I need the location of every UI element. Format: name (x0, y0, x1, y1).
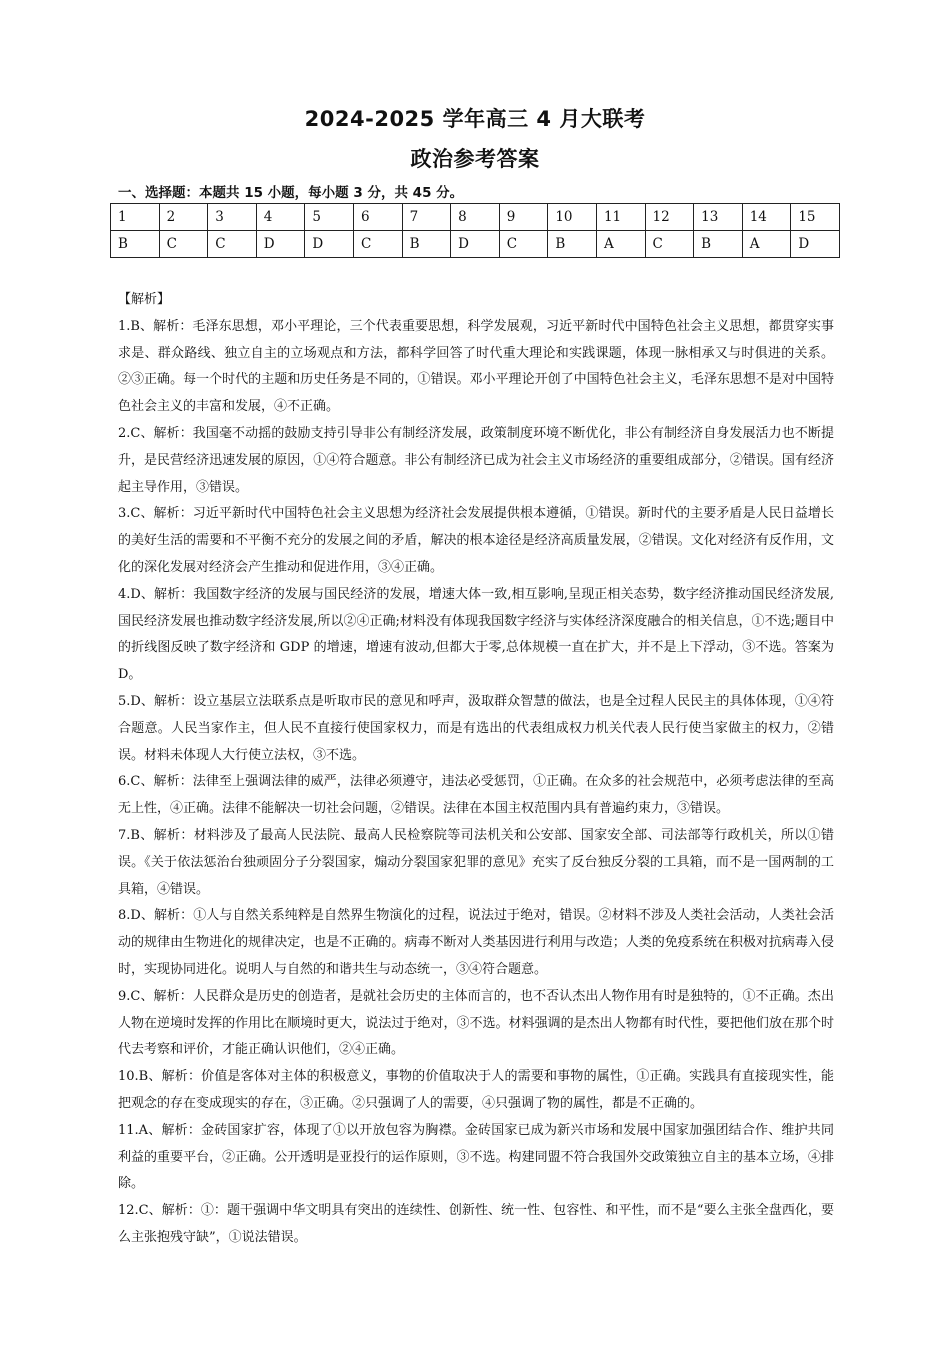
analysis-item: 9.C、解析：人民群众是历史的创造者，是就社会历史的主体而言的，也不否认杰出人物作用有时是独特的，①不正确。杰出人物在逆境时发挥的作用比在顺境时更大，说法过于绝对，③不选。材料强调的是杰出人物都有时代性，要把他们放在那个时代去考察和评价，才能正确认识他们，②④正确。 (118, 988, 834, 1058)
analysis-item: 8.D、解析：①人与自然关系纯粹是自然界生物演化的过程，说法过于绝对，错误。②材料不涉及人类社会活动，人类社会活动的规律由生物进化的规律决定，也是不正确的。病毒不断对人类基因进行利用与改造；人类的免疫系统在积极对抗病毒入侵时，实现协同进化。说明人与自然的和谐共生与动态统一，③④符合题意。 (118, 908, 834, 977)
analysis-list (118, 314, 834, 1252)
analysis-item: 4.D、解析：我国数字经济的发展与国民经济的发展，增速大体一致,相互影响,呈现正相关态势，数字经济推动国民经济发展,国民经济发展也推动数字经济发展,所以②④正确;材料没有体现我国数字经济与实体经济深度融合的相关信息，①不选;题目中的折线图反映了数字经济和 GDP 的增速，增速有波动,但都大于零,总体规模一直在扩大，并不是上下浮动，③不选。答案为 D。 (118, 586, 834, 683)
question-number-cell: 14 (742, 204, 791, 231)
answer-cell: C (208, 231, 257, 258)
answer-cell: C (499, 231, 548, 258)
section-heading: 一、选择题：本题共 15 小题，每小题 3 分，共 45 分。 (118, 185, 464, 201)
answer-cell: B (111, 231, 160, 258)
answer-cell: A (596, 231, 645, 258)
analysis-item: 2.C、解析：我国毫不动摇的鼓励支持引导非公有制经济发展，政策制度环境不断优化，非公有制经济自身发展活力也不断提升，是民营经济迅速发展的原因，①④符合题意。非公有制经济已成为社会主义市场经济的重要组成部分，②错误。国有经济起主导作用，③错误。 (118, 425, 834, 495)
answer-cell: B (694, 231, 743, 258)
answer-cell: A (742, 231, 791, 258)
answer-cell: D (305, 231, 354, 258)
answer-table (110, 203, 840, 258)
question-number-cell: 4 (256, 204, 305, 231)
answer-cell: C (645, 231, 694, 258)
question-number-cell: 6 (353, 204, 402, 231)
question-number-cell: 11 (596, 204, 645, 231)
analysis-item: 6.C、解析：法律至上强调法律的威严，法律必须遵守，违法必受惩罚，①正确。在众多的社会规范中，必须考虑法律的至高无上性，④正确。法律不能解决一切社会问题，②错误。法律在本国主权范围内具有普遍约束力，③错误。 (118, 774, 834, 817)
analysis-item: 7.B、解析：材料涉及了最高人民法院、最高人民检察院等司法机关和公安部、国家安全部、司法部等行政机关，所以①错误。《关于依法惩治台独顽固分子分裂国家，煽动分裂国家犯罪的意见》充实了反台独反分裂的工具箱，而不是一国两制的工具箱，④错误。 (118, 827, 834, 897)
question-number-cell: 3 (208, 204, 257, 231)
analysis-item: 10.B、解析：价值是客体对主体的积极意义，事物的价值取决于人的需要和事物的属性，①正确。实践具有直接现实性，能把观念的存在变成现实的存在，③正确。②只强调了人的需要，④只强调了物的属性，都是不正确的。 (118, 1069, 834, 1111)
analysis-item: 3.C、解析：习近平新时代中国特色社会主义思想为经济社会发展提供根本遵循，①错误。新时代的主要矛盾是人民日益增长的美好生活的需要和不平衡不充分的发展之间的矛盾，解决的根本途径是经济高质量发展，②错误。文化对经济有反作用，文化的深化发展对经济会产生推动和促进作用，③④正确。 (118, 506, 834, 575)
answer-cell: B (402, 231, 451, 258)
answer-cell: D (791, 231, 840, 258)
question-number-cell: 5 (305, 204, 354, 231)
analysis-item: 1.B、解析：毛泽东思想，邓小平理论，三个代表重要思想，科学发展观，习近平新时代中国特色社会主义思想，都贯穿实事求是、群众路线、独立自主的立场观点和方法，都科学回答了时代重大理论和实践课题，体现一脉相承又与时俱进的关系。②③正确。每一个时代的主题和历史任务是不同的，①错误。邓小平理论开创了中国特色社会主义，毛泽东思想不是对中国特色社会主义的丰富和发展，④不正确。 (118, 318, 834, 415)
analysis-item: 12.C、解析：①：题干强调中华文明具有突出的连续性、创新性、统一性、包容性、和平性，而不是“要么主张全盘西化，要么主张抱残守缺”，①说法错误。 (118, 1203, 834, 1245)
answer-cell: C (159, 231, 208, 258)
document-subtitle: 政治参考答案 (410, 147, 540, 171)
analysis-item: 11.A、解析：金砖国家扩容，体现了①以开放包容为胸襟。金砖国家已成为新兴市场和发展中国家加强团结合作、维护共同利益的重要平台，②正确。公开透明是亚投行的运作原则，③不选。构建同盟不符合我国外交政策独立自主的基本立场，④排除。 (118, 1122, 834, 1192)
question-number-cell: 1 (111, 204, 160, 231)
analysis-heading: 【解析】 (118, 292, 171, 307)
question-number-cell: 10 (548, 204, 597, 231)
question-number-cell: 8 (451, 204, 500, 231)
analysis-item: 5.D、解析：设立基层立法联系点是听取市民的意见和呼声，汲取群众智慧的做法，也是全过程人民民主的具体体现，①④符合题意。人民当家作主，但人民不直接行使国家权力，而是有选出的代表组成权力机关代表人民行使当家做主的权力，②错误。材料未体现人大行使立法权，③不选。 (118, 693, 834, 763)
analysis-section (118, 287, 834, 1252)
question-number-cell: 15 (791, 204, 840, 231)
question-number-cell: 12 (645, 204, 694, 231)
answer-cell: C (353, 231, 402, 258)
question-number-cell: 9 (499, 204, 548, 231)
question-number-cell: 13 (694, 204, 743, 231)
answer-cell: B (548, 231, 597, 258)
answer-table-answer-row (111, 231, 840, 258)
question-number-cell: 2 (159, 204, 208, 231)
answer-cell: D (451, 231, 500, 258)
document-title: 2024-2025 学年高三 4 月大联考 (304, 107, 646, 131)
question-number-cell: 7 (402, 204, 451, 231)
answer-cell: D (256, 231, 305, 258)
answer-table-number-row (111, 204, 840, 231)
